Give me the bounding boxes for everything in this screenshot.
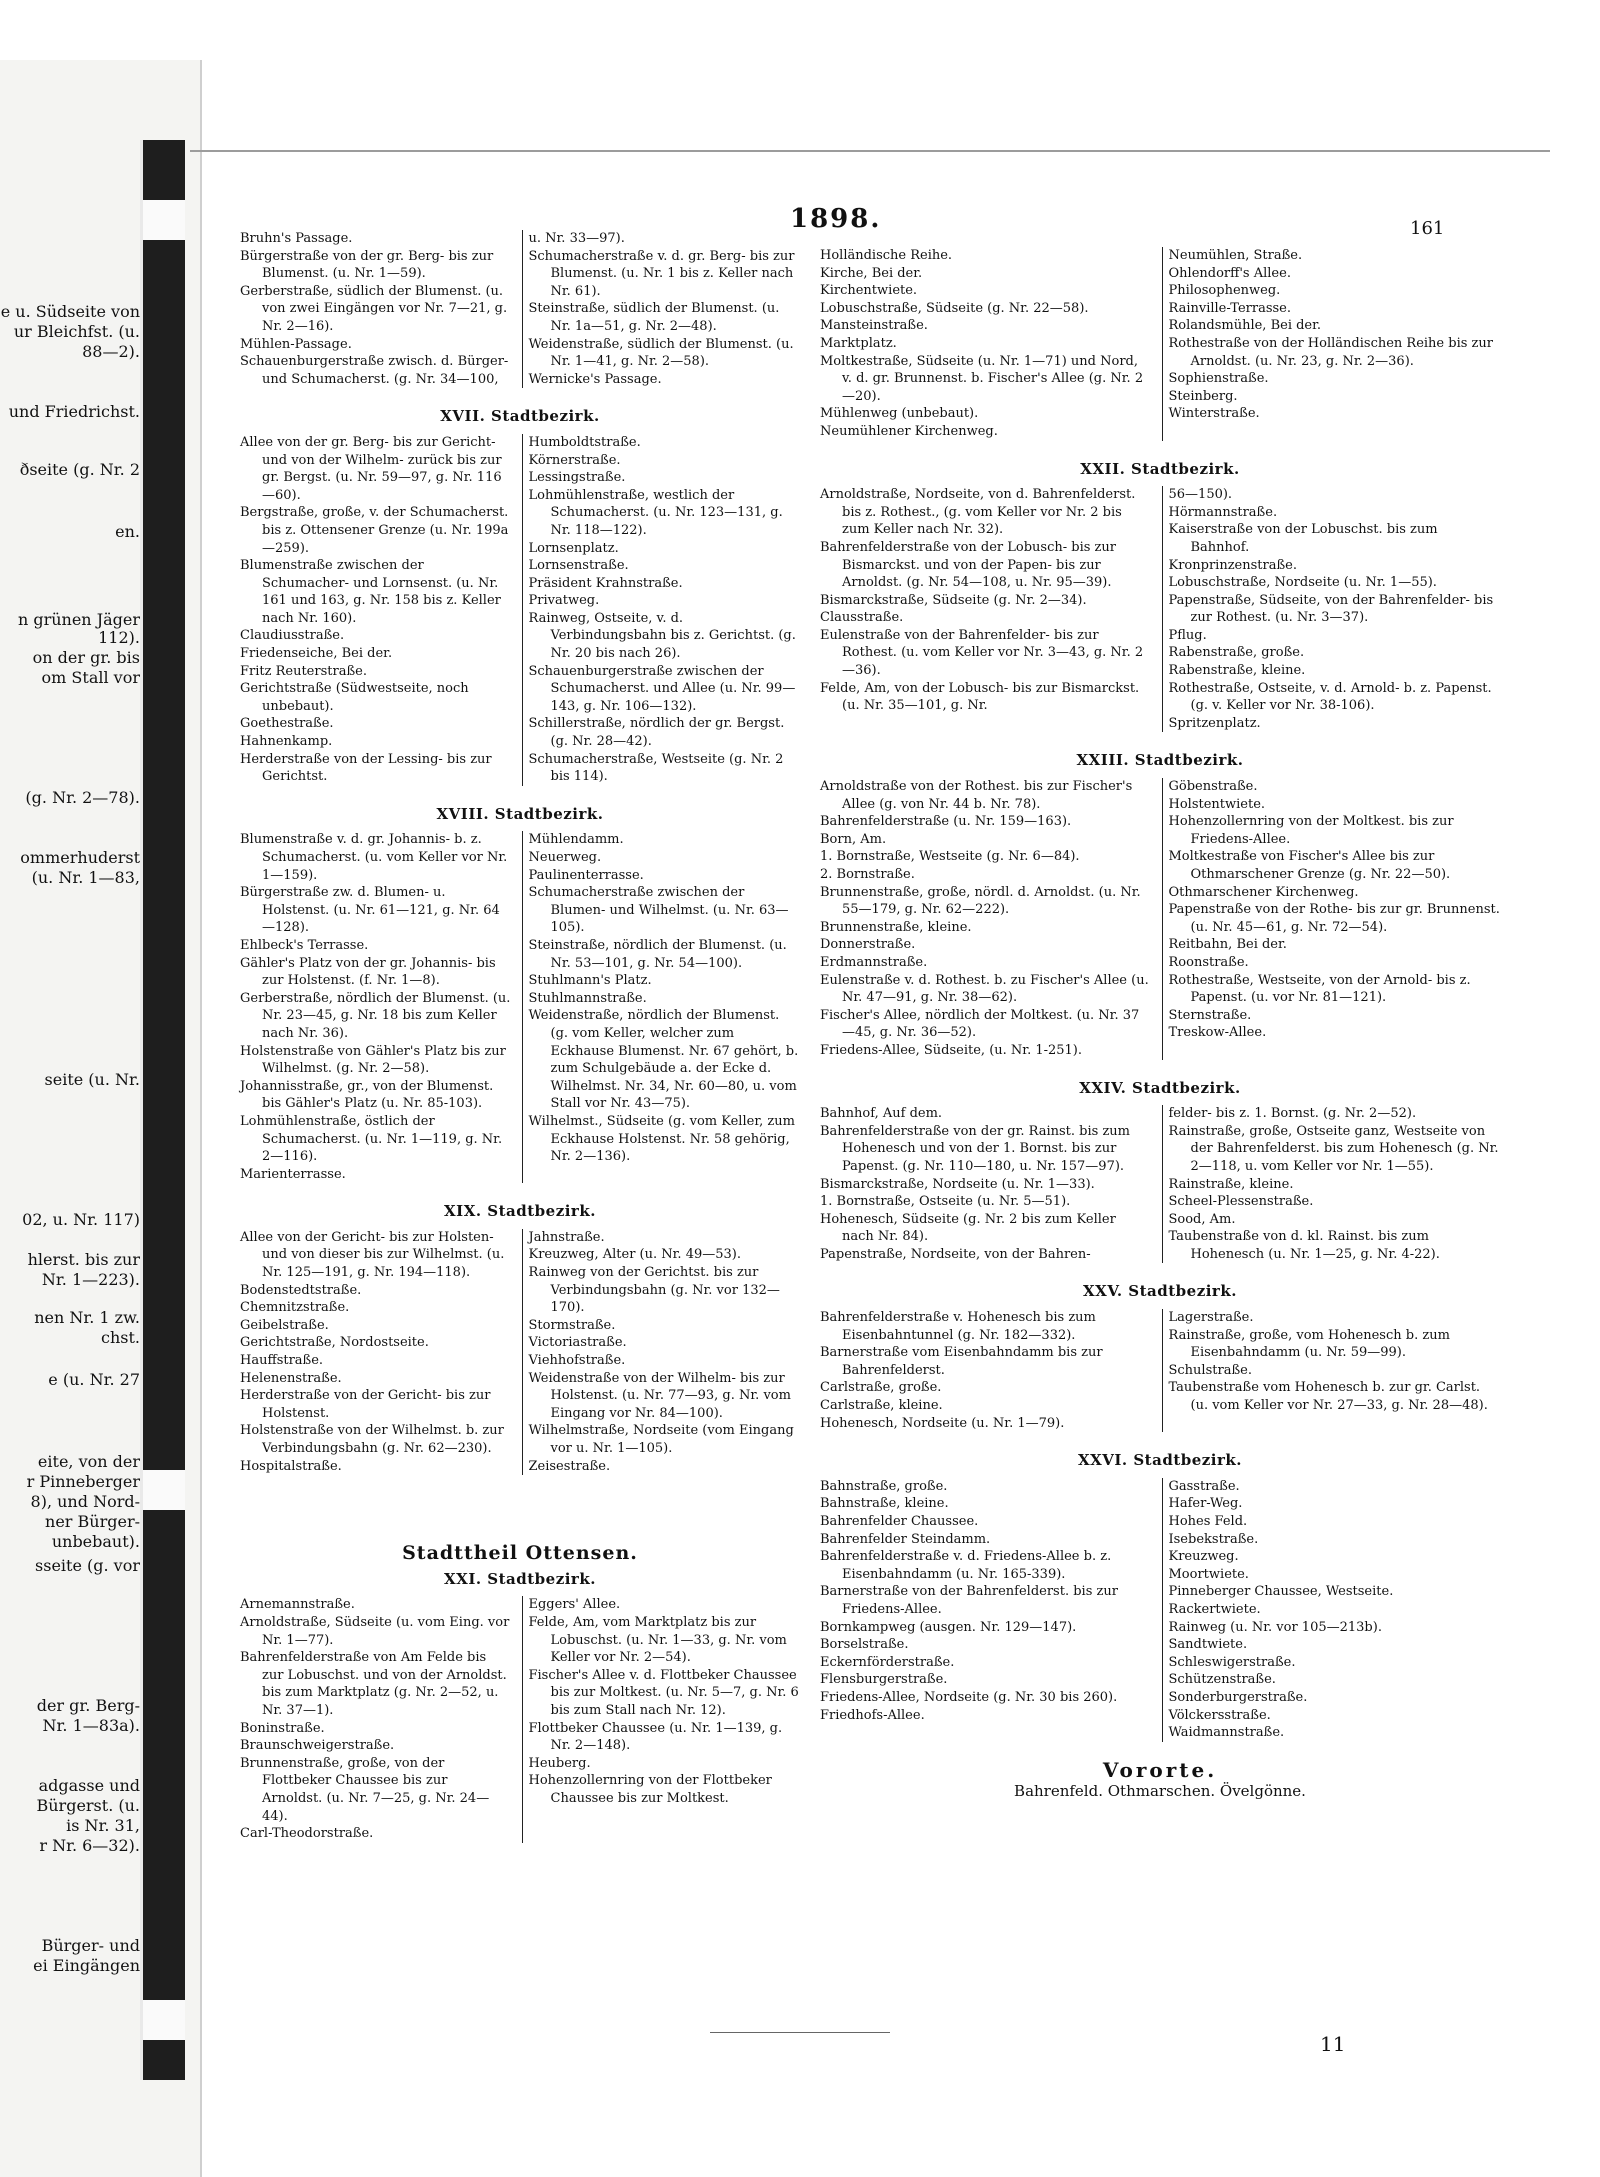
street-entry: Göbenstraße. — [1168, 779, 1258, 795]
col1-top-left — [240, 230, 512, 388]
street-entry: Sonderburgerstraße. — [1168, 1689, 1308, 1705]
street-entry: Gerberstraße, nördlich der Blumenst. (u. Nr. 23—45, g. Nr. 18 bis zum Keller nach Nr. 36). — [240, 990, 511, 1041]
street-entry: Hohenesch, Südseite (g. Nr. 2 bis zum Keller nach Nr. 84). — [820, 1211, 1116, 1245]
street-entry: Jahnstraße. — [528, 1229, 605, 1245]
street-entry: Othmarschener Kirchenweg. — [1168, 884, 1359, 900]
left-page-fragment: e (u. Nr. 27 — [48, 1370, 140, 1389]
section-title-xxiii: XXIII. Stadtbezirk. — [1076, 751, 1244, 770]
section-xxiv-left — [820, 1105, 1152, 1263]
street-entry: Rainweg von der Gerichtst. bis zur Verbindungsbahn (g. Nr. vor 132—170). — [528, 1265, 780, 1316]
section-xxv-right — [1162, 1309, 1501, 1432]
street-entry: Bodenstedtstraße. — [240, 1282, 362, 1298]
left-page-fragment: seite (u. Nr. — [44, 1070, 140, 1089]
street-entry: Taubenstraße vom Hohenesch b. zur gr. Carlst. (u. vom Keller vor Nr. 27—33, g. Nr. 28—48). — [1168, 1380, 1488, 1414]
street-entry: Ehlbeck's Terrasse. — [240, 937, 369, 953]
street-entry: Bahrenfelderstraße (u. Nr. 159—163). — [820, 814, 1072, 830]
section-title-xxvi: XXVI. Stadtbezirk. — [1077, 1451, 1243, 1470]
street-entry: Schulstraße. — [1168, 1362, 1252, 1378]
street-entry: Johannisstraße, gr., von der Blumenst. bis Gähler's Platz (u. Nr. 85-103). — [240, 1078, 494, 1112]
street-entry: Reitbahn, Bei der. — [1168, 937, 1287, 953]
street-entry: Hahnenkamp. — [240, 734, 333, 750]
section-xxi-left — [240, 1596, 512, 1842]
section-xvii — [240, 434, 800, 786]
street-entry: Gerichtstraße (Südwestseite, noch unbebaut). — [240, 681, 469, 714]
street-entry: Chemnitzstraße. — [240, 1300, 350, 1316]
street-entry: Pflug. — [1168, 627, 1207, 643]
street-entry: Zeisestraße. — [528, 1458, 611, 1474]
street-entry: Wernicke's Passage. — [528, 371, 662, 387]
vororte-title: Vororte. — [1102, 1757, 1218, 1782]
street-entry: Brunnenstraße, große, von der Flottbeker Chaussee bis zur Arnoldst. (u. Nr. 7—25, g. Nr. 24—44). — [240, 1755, 490, 1824]
street-entry: Bahrenfelderstraße von der Lobusch- bis zur Bismarckst. und von der Papen- bis zur Arnoldst. (g. Nr. 54—108, u. Nr. 95—39). — [820, 539, 1116, 591]
street-entry: Clausstraße. — [820, 610, 904, 626]
left-page-fragment: 112). — [98, 628, 140, 647]
street-entry: Wilhelmstraße, Nordseite (vom Eingang vor u. Nr. 1—105). — [528, 1423, 794, 1456]
street-entry: Bürgerstraße von der gr. Berg- bis zur Blumenst. (u. Nr. 1—59). — [240, 248, 494, 282]
street-entry: Born, Am. — [820, 831, 887, 847]
street-entry: Holländische Reihe. — [820, 248, 953, 263]
street-entry: Sternstraße. — [1168, 1007, 1252, 1023]
left-page-fragment: der gr. Berg- — [36, 1696, 140, 1715]
street-entry: Treskow-Allee. — [1168, 1025, 1267, 1041]
street-entry: Lornsenstraße. — [528, 558, 629, 574]
left-page-fragment: unbebaut). — [51, 1532, 140, 1551]
left-page-fragment: om Stall vor — [41, 668, 140, 687]
street-entry: Rainstraße, kleine. — [1168, 1176, 1294, 1192]
section-xxi-right — [522, 1596, 801, 1842]
street-entry: Sood, Am. — [1168, 1211, 1236, 1227]
left-page-fragment: Nr. 1—83a). — [42, 1716, 140, 1735]
street-entry: Flottbeker Chaussee (u. Nr. 1—139, g. Nr. 2—148). — [528, 1720, 783, 1754]
left-page-fragment: on der gr. bis — [32, 648, 140, 667]
street-entry: Bahrenfelderstraße v. Hohenesch bis zum Eisenbahntunnel (g. Nr. 182—332). — [820, 1310, 1096, 1343]
section-xxi — [240, 1596, 800, 1842]
street-entry: Eulenstraße v. d. Rothest. b. zu Fischer's Allee (u. Nr. 47—91, g. Nr. 38—62). — [820, 972, 1149, 1006]
street-entry: Hörmannstraße. — [1168, 504, 1278, 520]
street-entry: Donnerstraße. — [820, 937, 916, 953]
col1-top-block — [240, 230, 800, 388]
left-page-fragments — [0, 0, 140, 2177]
left-page-fragment: e u. Südseite von — [0, 302, 140, 321]
street-entry: Fischer's Allee v. d. Flottbeker Chaussee bis zur Moltkest. (u. Nr. 5—7, g. Nr. 6 bis zum Stall nach Nr. 12). — [528, 1667, 799, 1718]
street-entry: Schumacherstraße v. d. gr. Berg- bis zur Blumenst. (u. Nr. 1 bis z. Keller nach Nr. 61). — [528, 248, 795, 299]
left-page-fragment: ei Eingängen — [33, 1956, 140, 1975]
street-entry: Rothestraße von der Holländischen Reihe bis zur Arnoldst. (u. Nr. 23, g. Nr. 2—36). — [1168, 335, 1493, 369]
street-entry: Herderstraße von der Gericht- bis zur Holstenst. — [240, 1388, 491, 1421]
street-entry: Hohenzollernring von der Flottbeker Chaussee bis zur Moltkest. — [528, 1773, 772, 1806]
street-entry: Sandtwiete. — [1168, 1637, 1248, 1653]
column-left — [240, 230, 800, 1843]
page-161 — [190, 150, 1550, 2102]
section-title-xxii: XXII. Stadtbezirk. — [1080, 459, 1240, 478]
section-title-xxv: XXV. Stadtbezirk. — [1083, 1282, 1237, 1301]
street-entry: Kirche, Bei der. — [820, 265, 923, 281]
street-entry: Allee von der Gericht- bis zur Holsten- und von dieser bis zur Wilhelmst. (u. Nr. 125—191, g. Nr. 194—118). — [240, 1229, 505, 1281]
street-entry: Heuberg. — [528, 1755, 591, 1771]
street-entry: Carlstraße, große. — [820, 1380, 942, 1396]
street-entry: Bornkampweg (ausgen. Nr. 129—147). — [820, 1619, 1077, 1635]
street-entry: Hohenzollernring von der Moltkest. bis zur Friedens-Allee. — [1168, 814, 1454, 847]
section-xxiii-left — [820, 778, 1152, 1060]
street-entry: Lohmühlenstraße, östlich der Schumacherst. (u. Nr. 1—119, g. Nr. 2—116). — [240, 1113, 503, 1165]
street-entry: Pinneberger Chaussee, Westseite. — [1168, 1584, 1394, 1600]
street-entry: Schleswigerstraße. — [1168, 1654, 1296, 1670]
left-page-fragment: Bürger- und — [41, 1936, 140, 1955]
left-page-fragment: Bürgerst. (u. — [36, 1796, 140, 1815]
street-entry: Friedhofs-Allee. — [820, 1707, 925, 1723]
street-entry: Schumacherstraße, Westseite (g. Nr. 2 bis 114). — [528, 751, 784, 785]
street-entry: Spritzenplatz. — [1168, 715, 1261, 731]
street-entry: Rabenstraße, kleine. — [1168, 663, 1306, 679]
street-entry: Gerberstraße, südlich der Blumenst. (u. von zwei Eingängen vor Nr. 7—21, g. Nr. 2—16). — [240, 283, 508, 334]
street-entry: Hohes Feld. — [1168, 1514, 1248, 1529]
street-entry: Arnoldstraße, Südseite (u. vom Eing. vor Nr. 1—77). — [240, 1614, 510, 1648]
section-xxiv — [820, 1105, 1500, 1263]
street-entry: Neumühlener Kirchenweg. — [820, 423, 998, 439]
street-entry: Moltkestraße, Südseite (u. Nr. 1—71) und Nord, v. d. gr. Brunnenst. b. Fischer's Allee (g. Nr. 2—20). — [820, 353, 1144, 404]
section-xix-right — [522, 1229, 801, 1475]
street-entry: Holstenstraße von Gähler's Platz bis zur Wilhelmst. (g. Nr. 2—58). — [240, 1043, 506, 1077]
section-xxiii-right — [1162, 778, 1501, 1060]
street-entry: Bahnhof, Auf dem. — [820, 1106, 943, 1122]
street-entry: Bismarckstraße, Südseite (g. Nr. 2—34). — [820, 592, 1087, 608]
street-entry: Arnoldstraße von der Rothest. bis zur Fischer's Allee (g. von Nr. 44 b. Nr. 78). — [820, 779, 1133, 812]
left-page-fragment: hlerst. bis zur — [27, 1250, 140, 1269]
street-entry: Goethestraße. — [240, 716, 334, 732]
street-entry: Brunnenstraße, große, nördl. d. Arnoldst. (u. Nr. 55—179, g. Nr. 62—222). — [820, 884, 1141, 918]
street-entry: 56—150). — [1168, 487, 1233, 503]
street-entry: Taubenstraße von d. kl. Rainst. bis zum Hohenesch (u. Nr. 1—25, g. Nr. 4-22). — [1168, 1229, 1440, 1262]
street-entry: Stuhlmann's Platz. — [528, 973, 652, 989]
street-entry: Gerichtstraße, Nordostseite. — [240, 1335, 429, 1351]
left-page-fragment: ommerhuderst — [20, 848, 140, 867]
street-entry: Rothestraße, Ostseite, v. d. Arnold- b. z. Papenst. (g. v. Keller vor Nr. 38-106). — [1168, 680, 1492, 714]
street-entry: Isebekstraße. — [1168, 1531, 1259, 1547]
street-entry: Victoriastraße. — [528, 1335, 627, 1351]
street-entry: Neuerweg. — [528, 850, 602, 865]
street-entry: Felde, Am, von der Lobusch- bis zur Bismarckst. (u. Nr. 35—101, g. Nr. — [820, 680, 1140, 714]
street-entry: Rolandsmühle, Bei der. — [1168, 318, 1322, 334]
left-page-fragment: ur Bleichfst. (u. — [13, 322, 140, 341]
street-entry: Blumenstraße v. d. gr. Johannis- b. z. Schumacherst. (u. vom Keller vor Nr. 1—159). — [240, 832, 508, 883]
section-xviii — [240, 831, 800, 1183]
street-entry: Barnerstraße vom Eisenbahndamm bis zur Bahrenfelderst. — [820, 1345, 1103, 1378]
section-title-xxi: XXI. Stadtbezirk. — [444, 1569, 596, 1588]
section-xix-left — [240, 1229, 512, 1475]
street-entry: Schauenburgerstraße zwischen der Schumacherst. und Allee (u. Nr. 99—143, g. Nr. 106—132). — [528, 663, 796, 714]
street-entry: Hafer-Weg. — [1168, 1496, 1243, 1512]
street-entry: Wilhelmst., Südseite (g. vom Keller, zum Eckhause Holstenst. Nr. 58 gehörig, Nr. 2—136). — [528, 1113, 795, 1165]
left-page-fragment: nen Nr. 1 zw. — [34, 1308, 140, 1327]
street-entry: Viehhofstraße. — [528, 1353, 626, 1369]
street-entry: Paulinenterrasse. — [528, 867, 644, 883]
section-xxiii — [820, 778, 1500, 1060]
street-entry: Roonstraße. — [1168, 954, 1249, 970]
street-entry: Borselstraße. — [820, 1637, 909, 1653]
street-entry: Erdmannstraße. — [820, 954, 928, 970]
left-page-fragment: sseite (g. vor — [35, 1556, 140, 1575]
signature-mark: 11 — [1320, 2032, 1346, 2056]
street-entry: Sophienstraße. — [1168, 371, 1269, 387]
street-entry: Präsident Krahnstraße. — [528, 575, 683, 591]
street-entry: Bahrenfelderstraße von der gr. Rainst. bis zum Hohenesch und von der 1. Bornst. bis zur Papenst. (g. Nr. 110—180, u. Nr. 157—97). — [820, 1123, 1130, 1174]
street-entry: Ohlendorff's Allee. — [1168, 265, 1291, 281]
street-entry: Carlstraße, kleine. — [820, 1398, 943, 1414]
street-entry: Schauenburgerstraße zwisch. d. Bürger- und Schumacherst. (g. Nr. 34—100, — [240, 354, 509, 387]
street-entry: Steinberg. — [1168, 388, 1238, 404]
street-entry: Mühlenweg (unbebaut). — [820, 406, 979, 422]
street-entry: felder- bis z. 1. Bornst. (g. Nr. 2—52). — [1168, 1106, 1417, 1122]
street-entry: Weidenstraße, nördlich der Blumenst. (g. vom Keller, welcher zum Eckhause Blumenst. Nr. 67 gehört, b. zum Schulgebäude a. der Ecke d. Wilhelmst. Nr. 34, Nr. 60—80, u. vom Stall vor Nr. 43—75). — [528, 1008, 799, 1112]
street-entry: Papenstraße, Nordseite, von der Bahren- — [820, 1246, 1091, 1262]
left-page-fragment: (u. Nr. 1—83, — [31, 868, 140, 887]
street-entry: Barnerstraße von der Bahrenfelderst. bis zur Friedens-Allee. — [820, 1584, 1118, 1617]
street-entry: Friedens-Allee, Nordseite (g. Nr. 30 bis 260). — [820, 1689, 1118, 1705]
gutter-tab — [143, 1470, 185, 1510]
street-entry: Hohenesch, Nordseite (u. Nr. 1—79). — [820, 1415, 1065, 1431]
street-entry: Lessingstraße. — [528, 470, 626, 486]
street-entry: Fritz Reuterstraße. — [240, 663, 367, 679]
street-entry: Eulenstraße von der Bahrenfelder- bis zur Rothest. (u. vom Keller vor Nr. 3—43, g. Nr. 2—36). — [820, 627, 1144, 679]
street-entry: Rainstraße, große, vom Hohenesch b. zum Eisenbahndamm (u. Nr. 59—99). — [1168, 1327, 1450, 1361]
street-entry: Weidenstraße von der Wilhelm- bis zur Holstenst. (u. Nr. 77—93, g. Nr. vom Eingang vor Nr. 84—100). — [528, 1370, 791, 1421]
street-entry: Claudiusstraße. — [240, 628, 345, 644]
section-xxv-left — [820, 1309, 1152, 1432]
street-entry: Hospitalstraße. — [240, 1458, 342, 1474]
left-page-fragment: chst. — [101, 1328, 140, 1347]
left-page-fragment: ðseite (g. Nr. 2 — [19, 460, 140, 479]
street-entry: u. Nr. 33—97). — [528, 231, 625, 246]
left-page-fragment: n grünen Jäger — [17, 610, 140, 629]
street-entry: Lornsenplatz. — [528, 540, 619, 556]
col2-top-left — [820, 247, 1152, 441]
street-entry: Rabenstraße, große. — [1168, 645, 1305, 661]
district-title-ottensen: Stadttheil Ottensen. — [402, 1542, 638, 1565]
street-entry: Moltkestraße von Fischer's Allee bis zur Othmarschener Grenze (g. Nr. 22—50). — [1168, 849, 1451, 882]
street-entry: Steinstraße, nördlich der Blumenst. (u. Nr. 53—101, g. Nr. 54—100). — [528, 937, 787, 971]
street-entry: Schumacherstraße zwischen der Blumen- und Wilhelmst. (u. Nr. 63—105). — [528, 885, 789, 936]
street-entry: Brunnenstraße, kleine. — [820, 919, 972, 935]
street-entry: Bahrenfelderstraße von Am Felde bis zur Lobuschst. und von der Arnoldst. bis zum Marktplatz (g. Nr. 2—52, u. Nr. 37—1). — [240, 1650, 507, 1718]
street-entry: Völckersstraße. — [1168, 1707, 1271, 1723]
street-entry: Rainstraße, große, Ostseite ganz, Westseite von der Bahrenfelderst. bis zum Hohenesch (g. Nr. 2—118, u. vom Keller vor Nr. 1—55). — [1168, 1123, 1499, 1174]
page-number: 161 — [1410, 218, 1445, 239]
street-entry: Hauffstraße. — [240, 1353, 324, 1369]
section-xxii — [820, 486, 1500, 732]
section-xviii-left — [240, 831, 512, 1183]
section-xxv — [820, 1309, 1500, 1432]
left-page-fragment: adgasse und — [38, 1776, 140, 1795]
street-entry: Scheel-Plessenstraße. — [1168, 1194, 1314, 1210]
street-entry: Mühlen-Passage. — [240, 336, 352, 352]
section-xvii-right — [522, 434, 801, 786]
gutter-tab — [143, 200, 185, 240]
street-entry: Philosophenweg. — [1168, 283, 1281, 299]
street-entry: Felde, Am, vom Marktplatz bis zur Lobuschst. (u. Nr. 1—33, g. Nr. vom Keller vor Nr. 2—54). — [528, 1614, 787, 1666]
gutter-tab — [143, 2000, 185, 2040]
section-xxii-left — [820, 486, 1152, 732]
column-right — [820, 247, 1500, 1801]
left-page-fragment: (g. Nr. 2—78). — [25, 788, 140, 807]
street-entry: Eggers' Allee. — [528, 1597, 621, 1613]
section-title-xxiv: XXIV. Stadtbezirk. — [1079, 1078, 1241, 1097]
street-entry: Lohmühlenstraße, westlich der Schumacherst. (u. Nr. 123—131, g. Nr. 118—122). — [528, 487, 783, 538]
street-entry: Kreuzweg, Alter (u. Nr. 49—53). — [528, 1247, 741, 1263]
street-entry: Blumenstraße zwischen der Schumacher- und Lornsenst. (u. Nr. 161 und 163, g. Nr. 158 bis z. Keller nach Nr. 160). — [240, 558, 501, 626]
binding-gutter — [140, 140, 185, 2080]
section-xxiv-right — [1162, 1105, 1501, 1263]
col1-top-right — [522, 230, 801, 388]
street-entry: Bergstraße, große, v. der Schumacherst. bis z. Ottensener Grenze (u. Nr. 199a —259). — [240, 505, 509, 556]
section-title-xix: XIX. Stadtbezirk. — [444, 1202, 596, 1221]
street-entry: Lobuschstraße, Südseite (g. Nr. 22—58). — [820, 300, 1089, 316]
vororte-list: Bahrenfeld. Othmarschen. Övelgönne. — [1014, 1782, 1306, 1801]
street-entry: Holstentwiete. — [1168, 796, 1266, 812]
left-page-fragment: r Pinneberger — [26, 1472, 140, 1491]
street-entry: Lobuschstraße, Nordseite (u. Nr. 1—55). — [1168, 575, 1437, 591]
street-entry: Kaiserstraße von der Lobuschst. bis zum Bahnhof. — [1168, 522, 1438, 555]
street-entry: Helenenstraße. — [240, 1370, 342, 1386]
street-entry: Kronprinzenstraße. — [1168, 557, 1297, 573]
street-entry: Holstenstraße von der Wilhelmst. b. zur Verbindungsbahn (g. Nr. 62—230). — [240, 1423, 504, 1456]
street-entry: Rothestraße, Westseite, von der Arnold- bis z. Papenst. (u. vor Nr. 81—121). — [1168, 972, 1471, 1006]
left-page-fragment: 8), und Nord- — [30, 1492, 140, 1511]
street-entry: Flensburgerstraße. — [820, 1672, 948, 1688]
street-entry: Rainweg, Ostseite, v. d. Verbindungsbahn bis z. Gerichtst. (g. Nr. 20 bis nach 26). — [528, 610, 796, 662]
street-entry: Rainweg (u. Nr. vor 105—213b). — [1168, 1619, 1382, 1635]
left-page-fragment: r Nr. 6—32). — [39, 1836, 140, 1855]
street-entry: Schützenstraße. — [1168, 1672, 1276, 1688]
street-entry: Papenstraße, Südseite, von der Bahrenfelder- bis zur Rothest. (u. Nr. 3—37). — [1168, 592, 1494, 626]
left-page-fragment: is Nr. 31, — [66, 1816, 140, 1835]
street-entry: Bahrenfelderstraße v. d. Friedens-Allee b. z. Eisenbahndamm (u. Nr. 165-339). — [820, 1549, 1112, 1582]
street-entry: Bahnstraße, kleine. — [820, 1496, 949, 1512]
street-entry: Allee von der gr. Berg- bis zur Gericht- und von der Wilhelm- zurück bis zur gr. Bergst. (u. Nr. 59—97, g. Nr. 116—60). — [240, 434, 502, 503]
street-entry: Waidmannstraße. — [1168, 1725, 1285, 1741]
street-entry: Friedens-Allee, Südseite, (u. Nr. 1-251). — [820, 1042, 1083, 1058]
street-entry: Moortwiete. — [1168, 1566, 1249, 1582]
street-entry: Geibelstraße. — [240, 1317, 329, 1333]
street-entry: Mansteinstraße. — [820, 318, 928, 334]
street-entry: Bruhn's Passage. — [240, 231, 353, 246]
street-entry: Kreuzweg. — [1168, 1549, 1239, 1565]
street-entry: Friedenseiche, Bei der. — [240, 646, 393, 662]
street-entry: Schillerstraße, nördlich der gr. Bergst. (g. Nr. 28—42). — [528, 716, 785, 750]
street-entry: 1. Bornstraße, Westseite (g. Nr. 6—84). — [820, 849, 1080, 865]
street-entry: Privatweg. — [528, 593, 600, 609]
street-entry: 1. Bornstraße, Ostseite (u. Nr. 5—51). — [820, 1194, 1071, 1210]
street-entry: Mühlendamm. — [528, 832, 624, 848]
col2-top-block — [820, 247, 1500, 441]
street-entry: Braunschweigerstraße. — [240, 1738, 395, 1754]
street-entry: Humboldtstraße. — [528, 434, 641, 450]
street-entry: Gasstraße. — [1168, 1478, 1240, 1494]
col2-top-right — [1162, 247, 1501, 441]
section-title-xvii: XVII. Stadtbezirk. — [440, 407, 600, 426]
street-entry: Marienterrasse. — [240, 1166, 346, 1182]
street-entry: Eckernförderstraße. — [820, 1654, 955, 1670]
street-entry: Bismarckstraße, Nordseite (u. Nr. 1—33). — [820, 1176, 1095, 1192]
section-xxvi-left — [820, 1478, 1152, 1742]
street-entry: Stormstraße. — [528, 1317, 616, 1333]
street-entry: Bürgerstraße zw. d. Blumen- u. Holstenst. (u. Nr. 61—121, g. Nr. 64—128). — [240, 885, 500, 936]
left-page-fragment: eite, von der — [37, 1452, 140, 1471]
left-page-fragment: und Friedrichst. — [8, 402, 140, 421]
left-page-fragment: en. — [115, 522, 140, 541]
section-xvii-left — [240, 434, 512, 786]
street-entry: Rainville-Terrasse. — [1168, 300, 1292, 316]
bottom-rule — [710, 2032, 890, 2033]
section-title-xviii: XVIII. Stadtbezirk. — [436, 804, 604, 823]
street-entry: Steinstraße, südlich der Blumenst. (u. Nr. 1a—51, g. Nr. 2—48). — [528, 301, 780, 334]
left-page-fragment: Nr. 1—223). — [41, 1270, 140, 1289]
section-xxii-right — [1162, 486, 1501, 732]
street-entry: Gähler's Platz von der gr. Johannis- bis zur Holstenst. (f. Nr. 1—8). — [240, 955, 496, 989]
street-entry: Weidenstraße, südlich der Blumenst. (u. Nr. 1—41, g. Nr. 2—58). — [528, 336, 794, 370]
street-entry: Fischer's Allee, nördlich der Moltkest. (u. Nr. 37—45, g. Nr. 36—52). — [820, 1007, 1140, 1041]
street-entry: Lagerstraße. — [1168, 1310, 1254, 1326]
street-entry: Herderstraße von der Lessing- bis zur Gerichtst. — [240, 751, 492, 785]
section-xviii-right — [522, 831, 801, 1183]
page-year: 1898. — [790, 204, 882, 234]
street-entry: Arnemannstraße. — [240, 1597, 355, 1613]
street-entry: Arnoldstraße, Nordseite, von d. Bahrenfelderst. bis z. Rothest., (g. vom Keller vor Nr. 2 bis zum Keller nach Nr. 32). — [820, 487, 1136, 538]
street-entry: Bahnstraße, große. — [820, 1478, 948, 1494]
street-entry: Neumühlen, Straße. — [1168, 248, 1303, 263]
street-entry: Bahrenfelder Steindamm. — [820, 1531, 991, 1547]
street-entry: Bahrenfelder Chaussee. — [820, 1514, 979, 1529]
street-entry: 2. Bornstraße. — [820, 867, 915, 882]
left-page-fragment: ner Bürger- — [45, 1512, 140, 1531]
street-entry: Kirchentwiete. — [820, 283, 918, 299]
street-entry: Winterstraße. — [1168, 406, 1260, 422]
street-entry: Carl-Theodorstraße. — [240, 1826, 374, 1842]
street-entry: Rackertwiete. — [1168, 1601, 1261, 1617]
section-xxvi-right — [1162, 1478, 1501, 1742]
section-xix — [240, 1229, 800, 1475]
street-entry: Stuhlmannstraße. — [528, 990, 647, 1006]
left-page-fragment: 88—2). — [82, 342, 140, 361]
street-entry: Papenstraße von der Rothe- bis zur gr. Brunnenst. (u. Nr. 45—61, g. Nr. 72—54). — [1168, 902, 1500, 935]
street-entry: Körnerstraße. — [528, 452, 621, 468]
street-entry: Boninstraße. — [240, 1720, 325, 1736]
left-page-fragment: 02, u. Nr. 117) — [22, 1210, 140, 1229]
street-entry: Marktplatz. — [820, 335, 897, 351]
section-xxvi — [820, 1478, 1500, 1742]
